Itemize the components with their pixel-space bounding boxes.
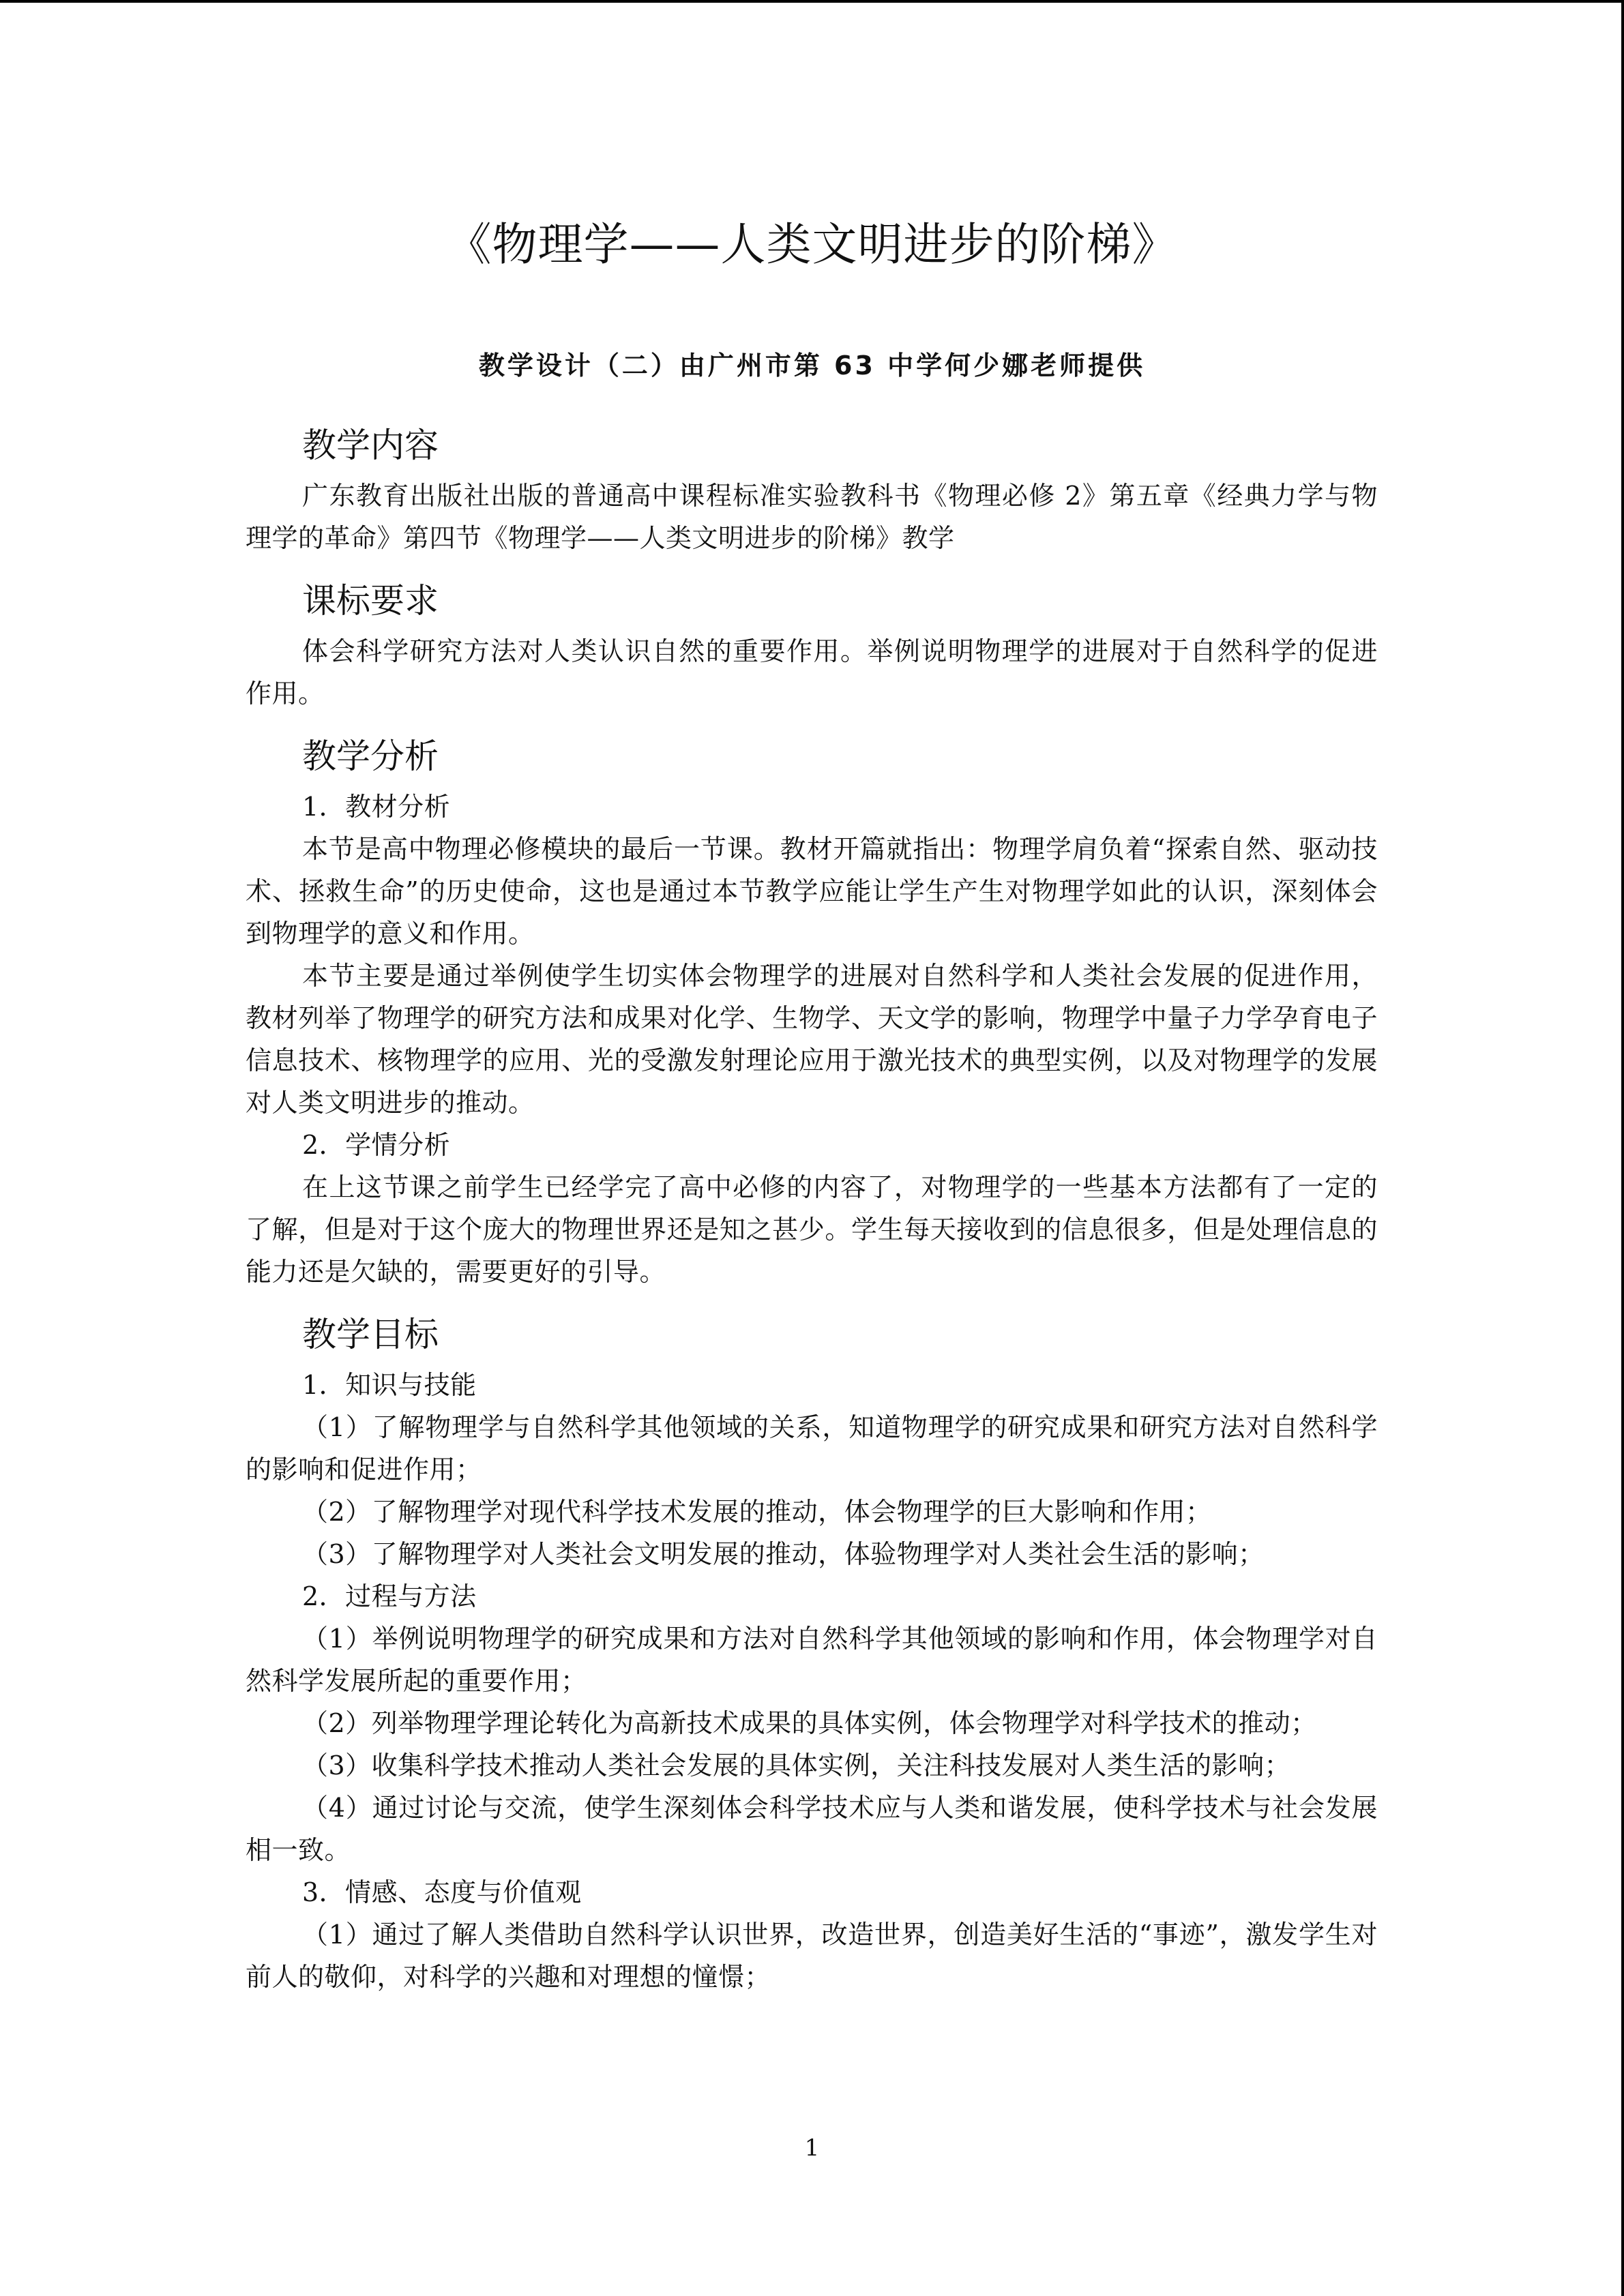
section-heading: 教学目标: [302, 1315, 439, 1354]
page-top-border: [0, 0, 1624, 3]
list-item: （3）收集科学技术推动人类社会发展的具体实例，关注科技发展对人类生活的影响；: [302, 1750, 1291, 1780]
section-heading: 教学内容: [302, 426, 439, 465]
list-item: （2）列举物理学理论转化为高新技术成果的具体实例，体会物理学对科学技术的推动；: [302, 1708, 1317, 1738]
paragraph: 体会科学研究方法对人类认识自然的重要作用。举例说明物理学的进展对于自然科学的促进作用。: [246, 636, 1378, 709]
section-teaching-content: [246, 416, 1378, 559]
section-heading: 教学分析: [302, 736, 439, 776]
subheading-student-analysis: 2．学情分析: [302, 1130, 451, 1160]
subheading-textbook-analysis: 1．教材分析: [302, 792, 451, 822]
paragraph: 本节是高中物理必修模块的最后一节课。教材开篇就指出：物理学肩负着“探索自然、驱动技术、拯救生命”的历史使命，这也是通过本节教学应能让学生产生对物理学如此的认识，深刻体会到物理学的意义和作用。: [246, 834, 1378, 949]
paragraph: 本节主要是通过举例使学生切实体会物理学的进展对自然科学和人类社会发展的促进作用，教材列举了物理学的研究方法和成果对化学、生物学、天文学的影响，物理学中量子力学孕育电子信息技术、核物理学的应用、光的受激发射理论应用于激光技术的典型实例，以及对物理学的发展对人类文明进步的推动。: [246, 961, 1378, 1118]
section-heading: 课标要求: [302, 581, 439, 621]
list-item: （1）举例说明物理学的研究成果和方法对自然科学其他领域的影响和作用，体会物理学对自然科学发展所起的重要作用；: [246, 1624, 1378, 1696]
section-curriculum-requirements: [246, 571, 1378, 715]
list-item: （1）了解物理学与自然科学其他领域的关系，知道物理学的研究成果和研究方法对自然科学的影响和促进作用；: [246, 1412, 1378, 1485]
document-title: 《物理学——人类文明进步的阶梯》: [446, 218, 1178, 271]
list-item: （3）了解物理学对人类社会文明发展的推动，体验物理学对人类社会生活的影响；: [302, 1539, 1265, 1569]
section-teaching-objectives: [246, 1305, 1378, 1998]
section-teaching-analysis: [246, 727, 1378, 1293]
paragraph: 在上这节课之前学生已经学完了高中必修的内容了，对物理学的一些基本方法都有了一定的了解，但是对于这个庞大的物理世界还是知之甚少。学生每天接收到的信息很多，但是处理信息的能力还是欠缺的，需要更好的引导。: [246, 1172, 1378, 1287]
subheading-emotion-attitude-values: 3．情感、态度与价值观: [302, 1877, 582, 1907]
list-item: （4）通过讨论与交流，使学生深刻体会科学技术应与人类和谐发展，使科学技术与社会发展相一致。: [246, 1793, 1378, 1865]
list-item: （1）通过了解人类借助自然科学认识世界，改造世界，创造美好生活的“事迹”，激发学生对前人的敬仰，对科学的兴趣和对理想的憧憬；: [246, 1920, 1378, 1992]
document-body: [246, 416, 1378, 1998]
subheading-process-methods: 2．过程与方法: [302, 1581, 477, 1611]
paragraph: 广东教育出版社出版的普通高中课程标准实验教科书《物理必修 2》第五章《经典力学与物理学的革命》第四节《物理学——人类文明进步的阶梯》教学: [246, 481, 1378, 553]
page-number: 1: [804, 2134, 820, 2162]
subheading-knowledge-skills: 1．知识与技能: [302, 1370, 477, 1400]
list-item: （2）了解物理学对现代科学技术发展的推动，体会物理学的巨大影响和作用；: [302, 1497, 1212, 1527]
document-subtitle: 教学设计（二）由广州市第 63 中学何少娜老师提供: [478, 351, 1146, 381]
